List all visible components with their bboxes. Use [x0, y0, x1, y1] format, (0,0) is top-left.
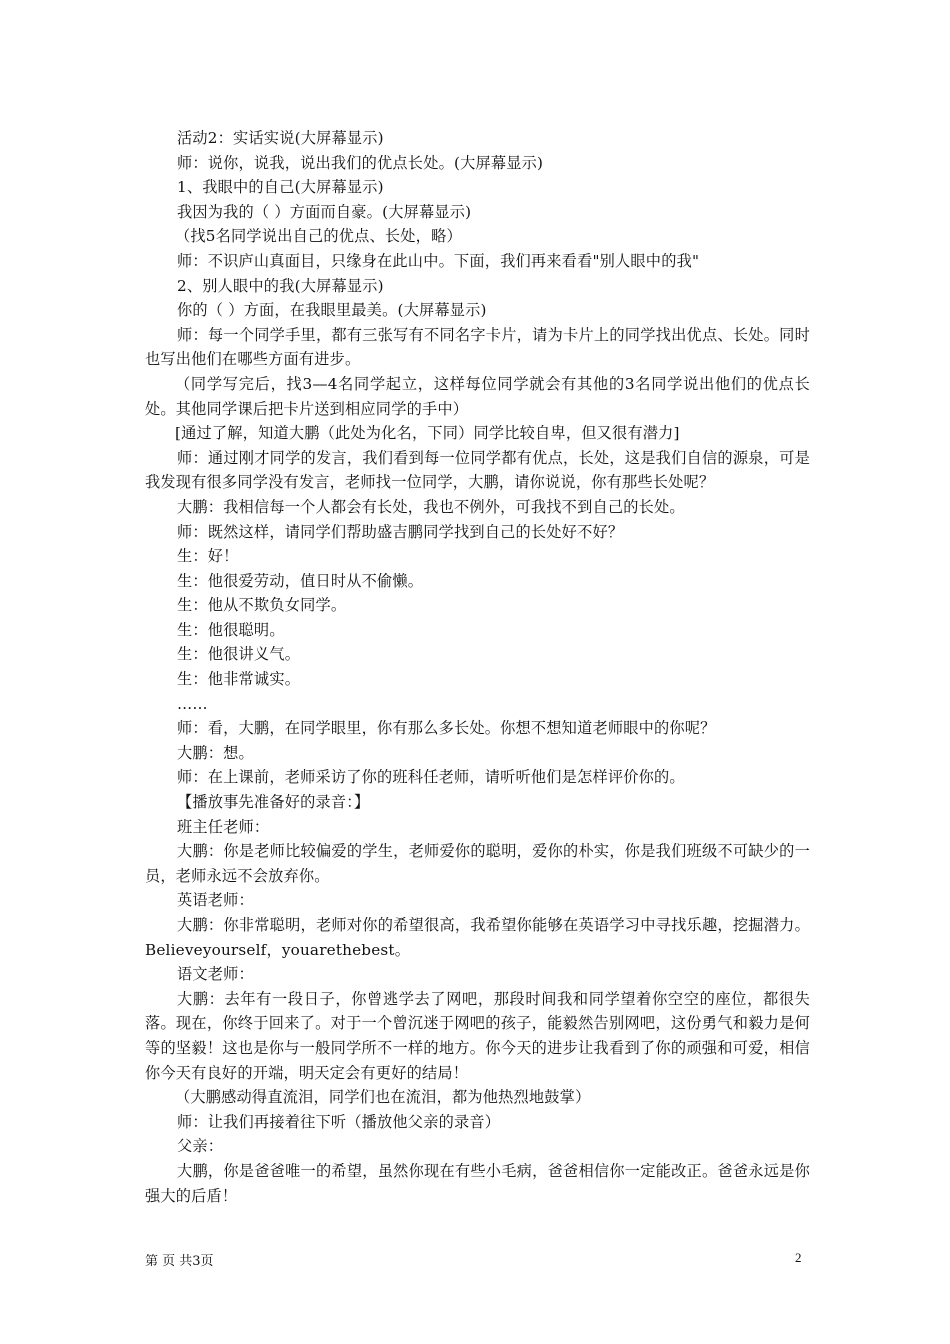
paragraph: 师：通过刚才同学的发言，我们看到每一位同学都有优点，长处，这是我们自信的源泉，可是我发现有很多同学没有发言，老师找一位同学，大鹏，请你说说，你有那些长处呢？ — [145, 448, 810, 492]
paragraph: （大鹏感动得直流泪，同学们也在流泪，都为他热烈地鼓掌） — [175, 1088, 591, 1107]
paragraph: 师：既然这样，请同学们帮助盛吉鹏同学找到自己的长处好不好？ — [177, 522, 624, 541]
paragraph: 师：说你，说我，说出我们的优点长处。(大屏幕显示) — [177, 153, 544, 172]
paragraph: 1、我眼中的自己(大屏幕显示) — [177, 178, 384, 197]
paragraph: 活动2：实话实说(大屏幕显示) — [177, 129, 384, 147]
paragraph: [通过了解，知道大鹏（此处为化名，下同）同学比较自卑，但又很有潜力] — [175, 424, 680, 443]
paragraph: 师：在上课前，老师采访了你的班科任老师，请听听他们是怎样评价你的。 — [177, 768, 685, 787]
paragraph: （同学写完后，找3—4名同学起立，这样每位同学就会有其他的3名同学说出他们的优点长处。其他同学课后把卡片送到相应同学的手中） — [145, 374, 810, 418]
footer-page-label: 第 页 共3页 — [145, 1254, 214, 1269]
footer-page-number: 2 — [795, 1250, 802, 1265]
paragraph: 师：让我们再接着往下听（播放他父亲的录音） — [177, 1112, 501, 1131]
paragraph: 生：他很讲义气。 — [177, 645, 301, 664]
paragraph: 我因为我的（ ）方面而自豪。(大屏幕显示) — [177, 202, 472, 221]
paragraph: 父亲： — [177, 1137, 224, 1156]
paragraph: 生：他从不欺负女同学。 — [177, 596, 347, 615]
paragraph: 生：他非常诚实。 — [177, 670, 301, 689]
paragraph: 师：不识庐山真面目，只缘身在此山中。下面，我们再来看看"别人眼中的我" — [177, 251, 700, 270]
paragraph: （找5名同学说出自己的优点、长处，略） — [175, 227, 462, 246]
paragraph: 师：每一个同学手里，都有三张写有不同名字卡片，请为卡片上的同学找出优点、长处。同时也写出他们在哪些方面有进步。 — [145, 325, 810, 369]
paragraph: 生：他很聪明。 — [177, 620, 285, 639]
paragraph: …… — [177, 694, 208, 713]
paragraph: 大鹏，你是爸爸唯一的希望，虽然你现在有些小毛病，爸爸相信你一定能改正。爸爸永远是你强大的后盾！ — [145, 1161, 810, 1205]
paragraph: 大鹏：你非常聪明，老师对你的希望很高，我希望你能够在英语学习中寻找乐趣，挖掘潜力。Believeyourself，youarethebest。 — [145, 916, 810, 959]
paragraph: 英语老师： — [177, 891, 254, 910]
paragraph: 师：看，大鹏，在同学眼里，你有那么多长处。你想不想知道老师眼中的你呢？ — [177, 719, 716, 738]
paragraph: 大鹏：你是老师比较偏爱的学生，老师爱你的聪明，爱你的朴实，你是我们班级不可缺少的一员，老师永远不会放弃你。 — [145, 842, 810, 885]
paragraph: 【播放事先准备好的录音：】 — [177, 793, 370, 812]
paragraph: 班主任老师： — [177, 817, 270, 836]
document-body — [145, 126, 810, 1208]
paragraph: 2、别人眼中的我(大屏幕显示) — [177, 276, 384, 295]
paragraph: 语文老师： — [177, 965, 254, 984]
paragraph: 生：他很爱劳动，值日时从不偷懒。 — [177, 571, 424, 590]
paragraph: 生：好！ — [177, 547, 239, 566]
paragraph: 你的（ ）方面，在我眼里最美。(大屏幕显示) — [177, 301, 487, 320]
paragraph: 大鹏：想。 — [177, 743, 254, 762]
paragraph: 大鹏：我相信每一个人都会有长处，我也不例外，可我找不到自己的长处。 — [177, 497, 685, 516]
paragraph: 大鹏：去年有一段日子，你曾逃学去了网吧，那段时间我和同学望着你空空的座位，都很失落。现在，你终于回来了。对于一个曾沉迷于网吧的孩子，能毅然告别网吧，这份勇气和毅力是何等的坚毅！这也是你与一般同学所不一样的地方。你今天的进步让我看到了你的顽强和可爱，相信你今天有良好的开端，明天定会有更好的结局！ — [145, 989, 810, 1082]
